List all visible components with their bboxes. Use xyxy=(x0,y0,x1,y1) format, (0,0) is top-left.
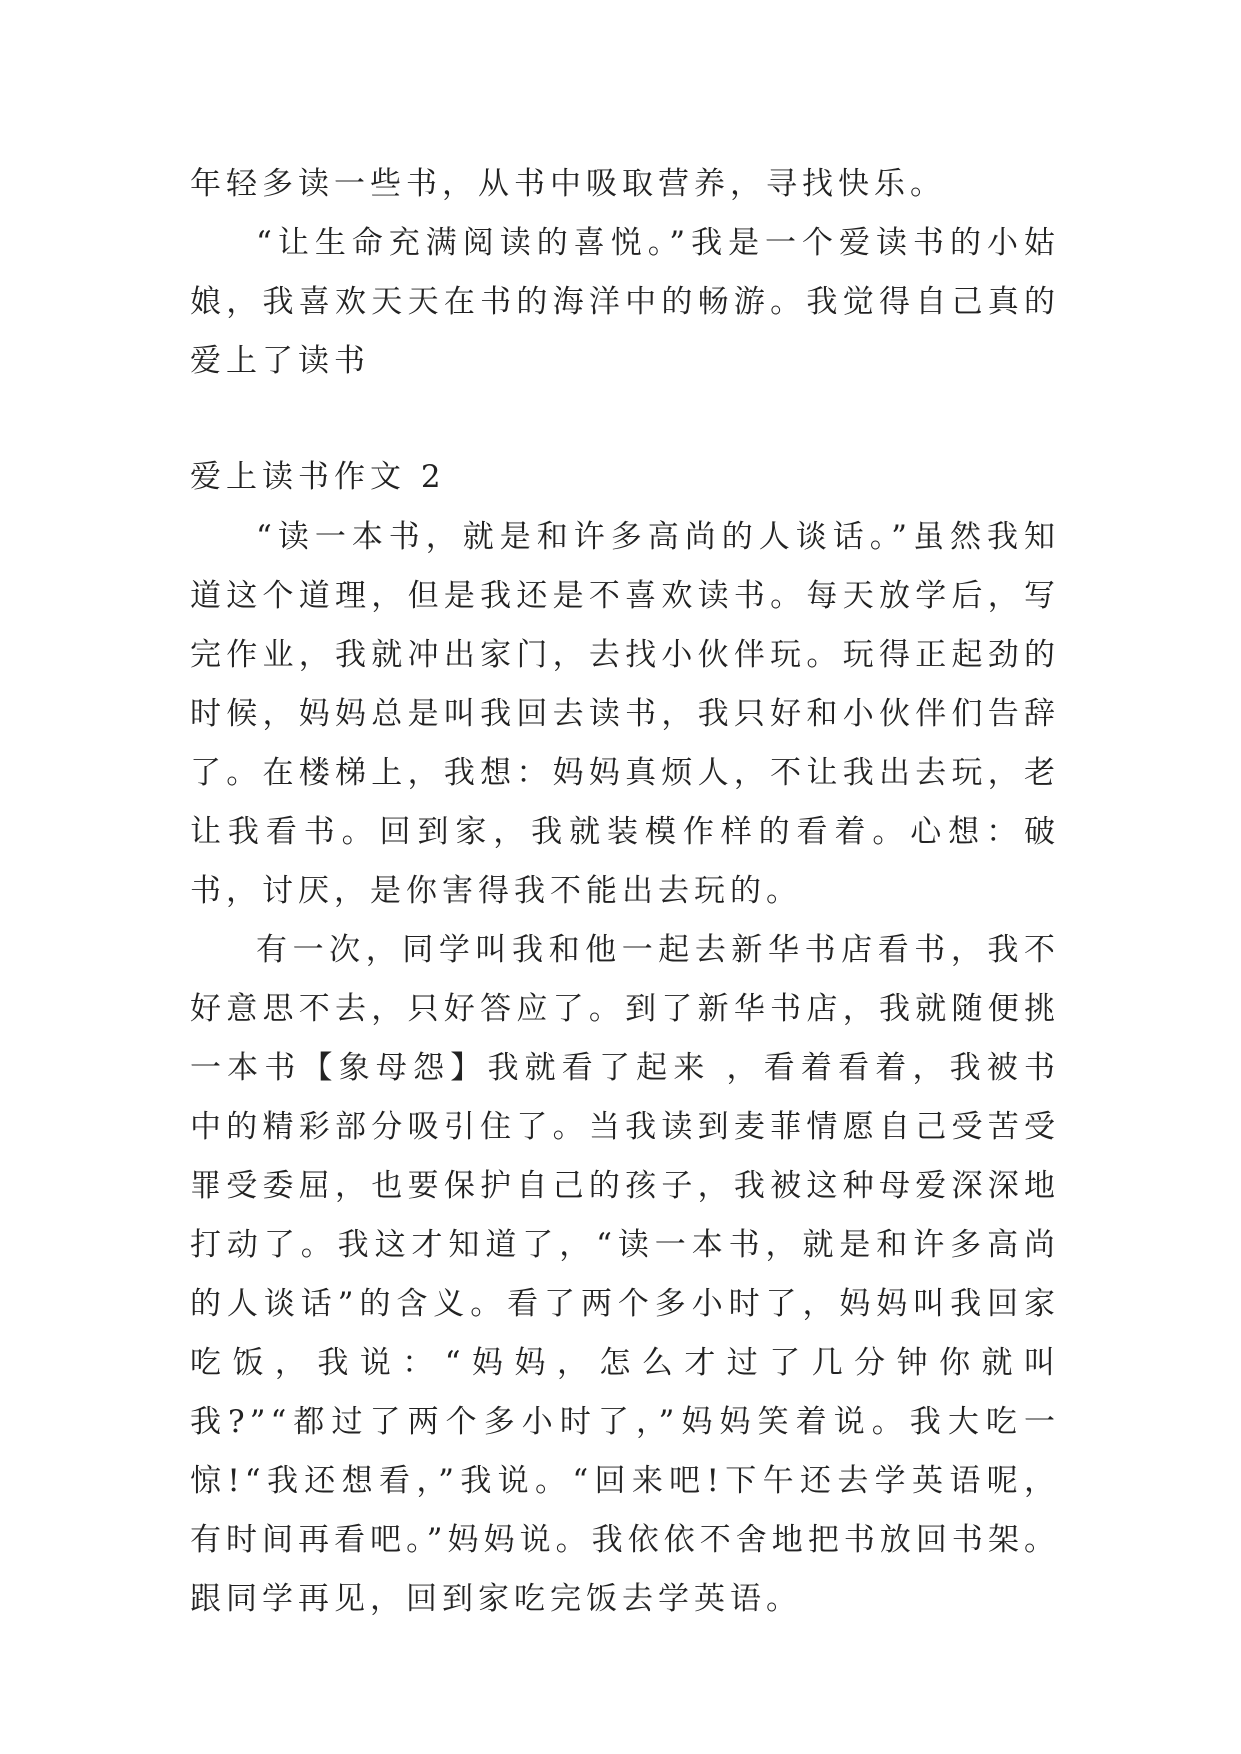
body-paragraph-2: 有一次，同学叫我和他一起去新华书店看书，我不好意思不去，只好答应了。到了新华书店，我就随便挑一本书【象母怨】我就看了起来 ，看着看着，我被书中的精彩部分吸引住了。当我读到麦菲情愿自己受苦受罪受委屈，也要保护自己的孩子，我被这种母爱深深地打动了。我这才知道了，“读一本书，就是和许多高尚的人谈话”的含义。看了两个多小时了，妈妈叫我回家吃饭，我说：“妈妈，怎么才过了几分钟你就叫我?”“都过了两个多小时了，”妈妈笑着说。我大吃一惊!“我还想看，”我说。“回来吧!下午还去学英语呢，有时间再看吧。”妈妈说。我依依不舍地把书放回书架。跟同学再见，回到家吃完饭去学英语。 xyxy=(190,932,1060,1617)
section-title: 爱上读书作文 2 xyxy=(190,459,446,495)
intro-line: 年轻多读一些书，从书中吸取营养，寻找快乐。 xyxy=(190,166,946,202)
body-paragraph-1: “读一本书，就是和许多高尚的人谈话。”虽然我知道这个道理，但是我还是不喜欢读书。每天放学后，写完作业，我就冲出家门，去找小伙伴玩。玩得正起劲的时候，妈妈总是叫我回去读书，我只好和小伙伴们告辞了。在楼梯上，我想：妈妈真烦人，不让我出去玩，老让我看书。回到家，我就装模作样的看着。心想：破书，讨厌，是你害得我不能出去玩的。 xyxy=(190,519,1060,909)
section-heading-wrapper xyxy=(190,448,1060,507)
essay-body xyxy=(190,508,1060,1629)
essay-intro-section xyxy=(190,155,1060,391)
intro-paragraph: “让生命充满阅读的喜悦。”我是一个爱读书的小姑娘，我喜欢天天在书的海洋中的畅游。我觉得自己真的爱上了读书 xyxy=(190,225,1060,379)
